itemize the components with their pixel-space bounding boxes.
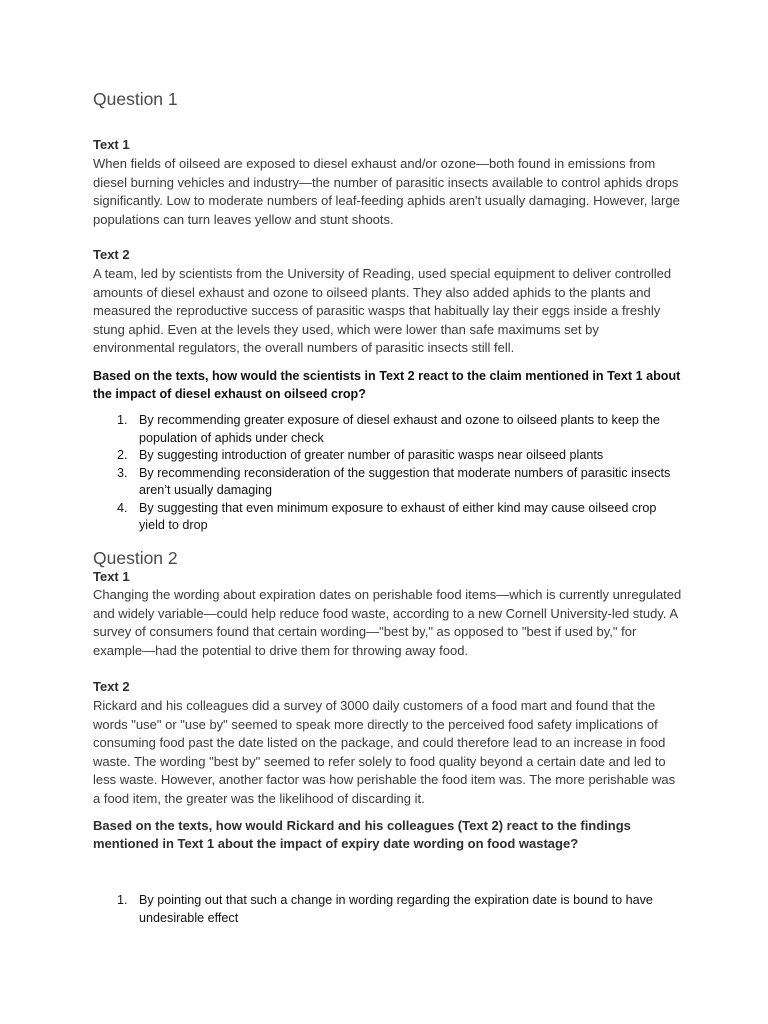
option-number: 1. xyxy=(117,893,128,907)
q2-text1-body: Changing the wording about expiration dates on perishable food items—which is currently unregulated and widely variable—could help reduce food waste, according to a new Cornell University-led study. A survey of consumers found that certain wording—"best by," as opposed to "best if used by," for example—had the potential to drive them for throwing away food. xyxy=(93,587,682,658)
q1-option-2[interactable] xyxy=(93,447,683,465)
q1-option-3[interactable] xyxy=(93,465,683,500)
option-number: 4. xyxy=(117,500,128,515)
q1-text2-label: Text 2 xyxy=(93,247,130,262)
q1-prompt: Based on the texts, how would the scientists in Text 2 react to the claim mentioned in Text 1 about the impact of diesel exhaust on oilseed crop? xyxy=(93,369,681,401)
q1-option-1[interactable] xyxy=(93,412,683,447)
option-text: By pointing out that such a change in wording regarding the expiration date is bound to have undesirable effect xyxy=(139,893,653,925)
q1-text2-body: A team, led by scientists from the University of Reading, used special equipment to deliver controlled amounts of diesel exhaust and ozone to oilseed plants. They also added aphids to the plants and measured the reproductive success of parasitic wasps that habitually lay their eggs inside a freshly stung aphid. Even at the levels they used, which were lower than safe maximums set by environmental regulators, the overall numbers of parasitic insects still fell. xyxy=(93,266,672,356)
option-text: By recommending greater exposure of diesel exhaust and ozone to oilseed plants to keep the population of aphids under check xyxy=(139,413,660,445)
option-number: 3. xyxy=(117,465,128,480)
option-text: By suggesting introduction of greater number of parasitic wasps near oilseed plants xyxy=(139,448,604,462)
option-text: By suggesting that even minimum exposure to exhaust of either kind may cause oilseed crop yield to drop xyxy=(139,500,657,532)
option-text: By recommending reconsideration of the suggestion that moderate numbers of parasitic insects aren’t usually damaging xyxy=(139,465,671,497)
option-number: 1. xyxy=(117,413,128,427)
q2-option-1[interactable] xyxy=(93,892,683,927)
option-number: 2. xyxy=(117,448,128,462)
q1-option-4[interactable] xyxy=(93,500,683,535)
q1-options-list xyxy=(93,412,683,535)
question-2-heading: Question 2 xyxy=(93,548,178,568)
q2-prompt: Based on the texts, how would Rickard and his colleagues (Text 2) react to the findings mentioned in Text 1 about the impact of expiry date wording on food wastage? xyxy=(93,818,631,852)
q1-text1-body: When fields of oilseed are exposed to diesel exhaust and/or ozone—both found in emissions from diesel burning vehicles and industry—the number of parasitic insects available to control aphids drops significantly. Low to moderate numbers of leaf-feeding aphids aren't usually damaging. However, large populations can turn leaves yellow and stunt shoots. xyxy=(93,156,680,227)
question-1-heading: Question 1 xyxy=(93,89,178,109)
q2-text2-body: Rickard and his colleagues did a survey of 3000 daily customers of a food mart and found that the words "use" or "use by" seemed to speak more directly to the perceived food safety implications of consuming food past the date listed on the package, and could therefore lead to an increase in food waste. The wording "best by" seemed to refer solely to food quality beyond a certain date and led to less waste. However, another factor was how perishable the food item was. The more perishable was a food item, the greater was the likelihood of discarding it. xyxy=(93,698,676,806)
q2-text1-label: Text 1 xyxy=(93,569,130,584)
q2-text2-label: Text 2 xyxy=(93,679,130,694)
q2-options-list xyxy=(93,892,683,927)
q1-text1-label: Text 1 xyxy=(93,137,130,152)
